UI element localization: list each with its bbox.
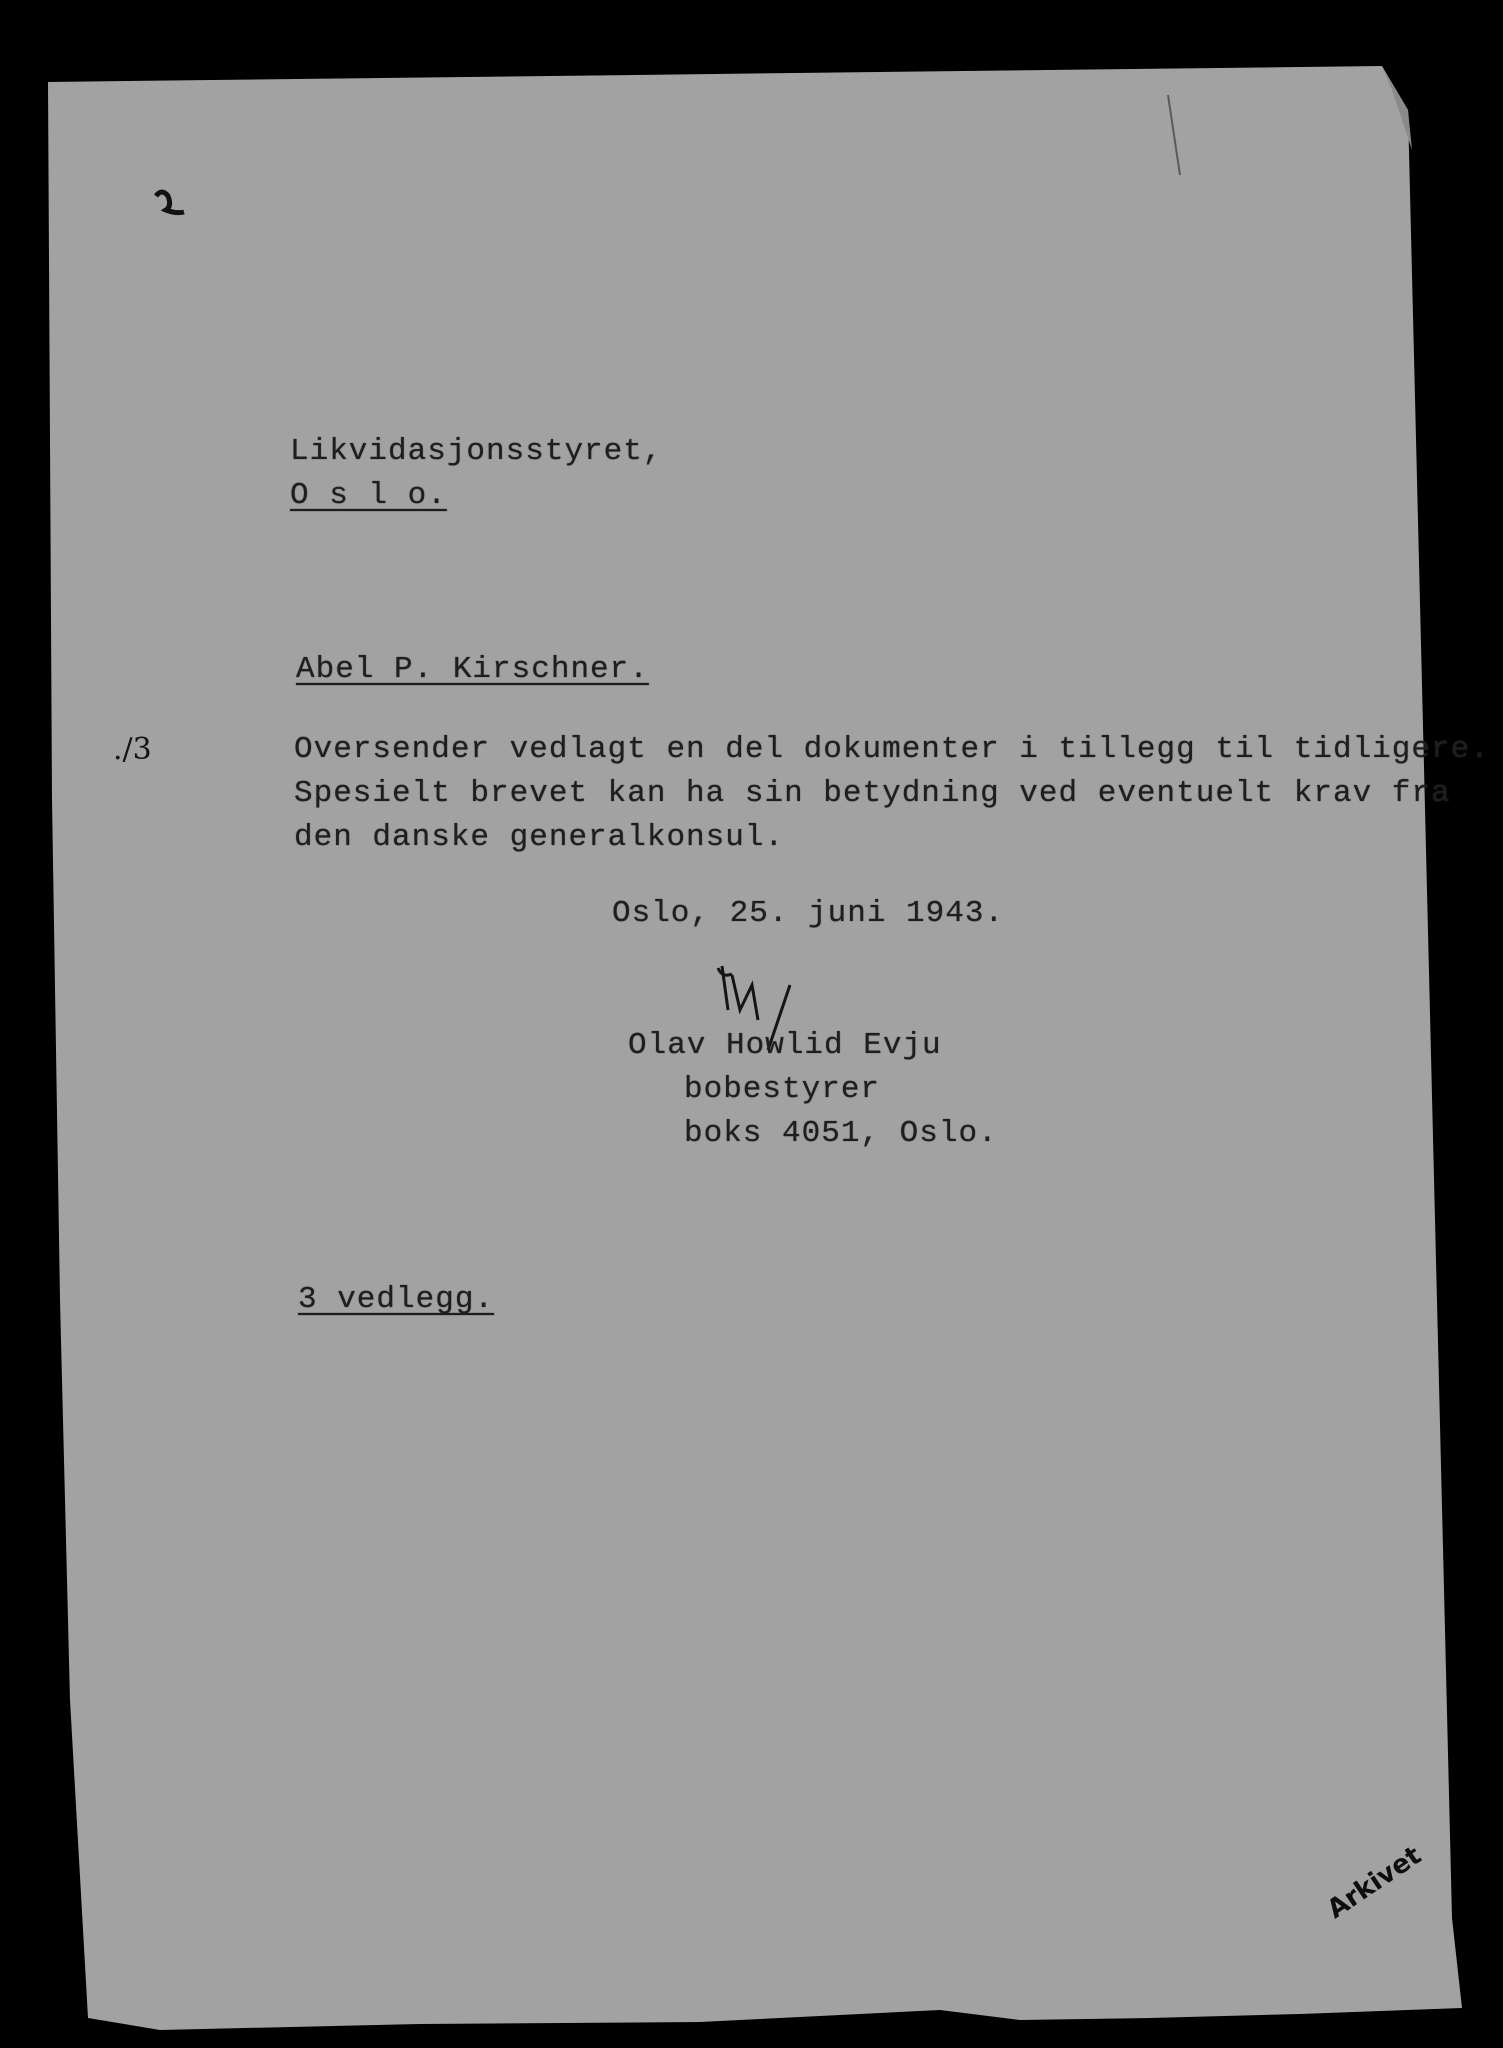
archive-stamp: Arkivet xyxy=(1322,1840,1427,1925)
signatory-title: bobestyrer xyxy=(684,1072,881,1107)
recipient-city: O s l o. xyxy=(290,478,447,513)
margin-note: ./3 xyxy=(113,732,152,767)
signatory-address: boks 4051, Oslo. xyxy=(684,1116,998,1151)
recipient-name: Likvidasjonsstyret, xyxy=(290,434,663,469)
body-line: Oversender vedlagt en del dokumenter i tillegg til tidligere. xyxy=(294,732,1490,767)
body-line: den danske generalkonsul. xyxy=(294,820,785,855)
signatory-name: Olav Howlid Evju xyxy=(628,1028,942,1063)
body-line: Spesielt brevet kan ha sin betydning ved eventuelt krav fra xyxy=(294,776,1451,811)
enclosures: 3 vedlegg. xyxy=(298,1282,495,1317)
subject-line: Abel P. Kirschner. xyxy=(296,652,649,687)
date-line: Oslo, 25. juni 1943. xyxy=(612,896,1005,931)
